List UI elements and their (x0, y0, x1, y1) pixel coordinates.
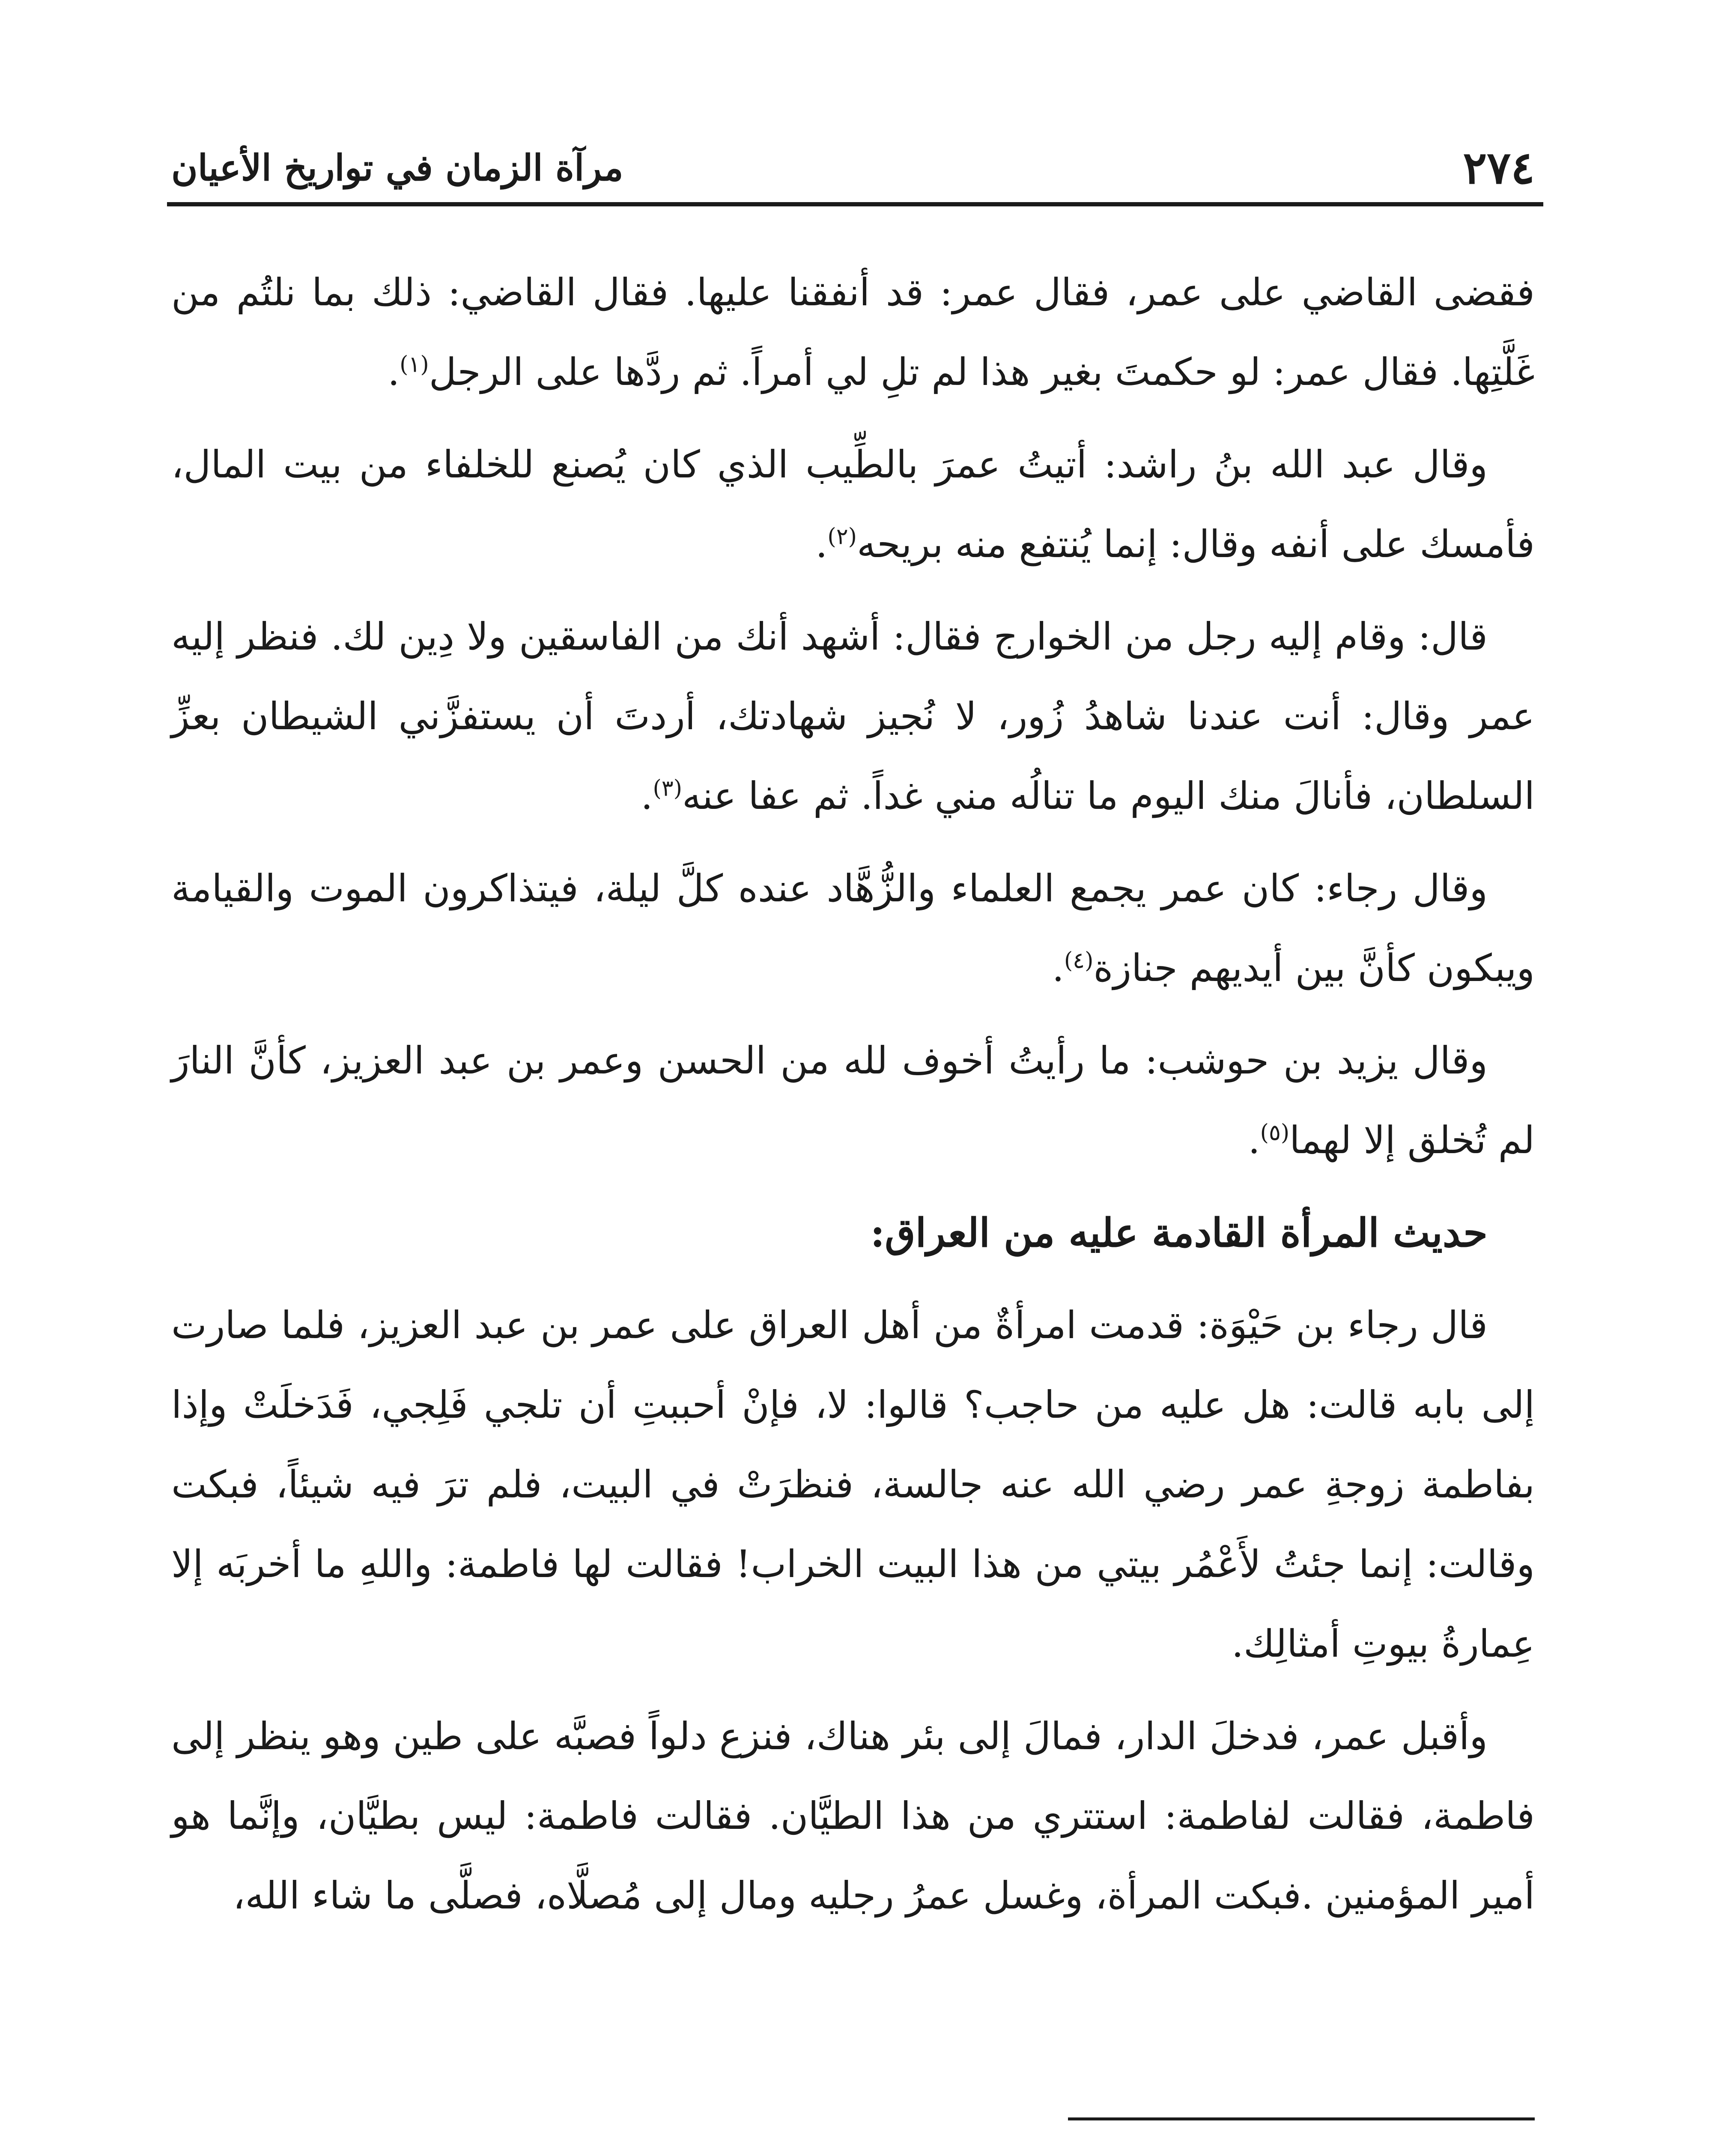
body-text (171, 253, 1535, 1948)
paragraph: وقال يزيد بن حوشب: ما رأيتُ أخوف لله من الحسن وعمر بن عبد العزيز، كأنَّ النارَ لم تُخلق إلا لهما$^{(٥)}$. (171, 1038, 1535, 1162)
paragraph: وأقبل عمر، فدخلَ الدار، فمالَ إلى بئر هناك، فنزع دلواً فصبَّه على طين وهو ينظر إلى فاطمة، فقالت لفاطمة: استتري من هذا الطيَّان. فقالت فاطمة: ليس بطيَّان، وإنَّما هو أمير المؤمنين .فبكت المرأة، وغسل عمرُ رجليه ومال إلى مُصلَّاه، فصلَّى ما شاء الله، (171, 1714, 1535, 1917)
running-title: مرآة الزمان في تواريخ الأعيان (171, 146, 623, 189)
paragraph-text: وقال رجاء: كان عمر يجمع العلماء والزُّهَّاد عنده كلَّ ليلة، فيتذاكرون الموت والقيامة ويبكون كأنَّ بين أيديهم جنازة (171, 866, 1535, 990)
footnote-rule (1068, 2117, 1535, 2120)
paragraph-text: قال: وقام إليه رجل من الخوارج فقال: أشهد أنك من الفاسقين ولا دِين لك. فنظر إليه عمر وقال: أنت عندنا شاهدُ زُور، لا نُجيز شهادتك، أردتَ أن يستفزَّني الشيطان بعزِّ السلطان، فأنالَ منك اليوم ما تنالُه مني غداً. ثم عفا عنه (171, 614, 1535, 818)
paragraph: قال رجاء بن حَيْوَة: قدمت امرأةٌ من أهل العراق على عمر بن عبد العزيز، فلما صارت إلى بابه قالت: هل عليه من حاجب؟ قالوا: لا، فإنْ أحببتِ أن تلجي فَلِجي، فَدَخلَتْ وإذا بفاطمة زوجةِ عمر رضي الله عنه جالسة، فنظرَتْ في البيت، فلم ترَ فيه شيئاً، فبكت وقالت: إنما جئتُ لأَعْمُر بيتي من هذا البيت الخراب! فقالت لها فاطمة: واللهِ ما أخربَه إلا عِمارةُ بيوتِ أمثالِك. (171, 1303, 1535, 1666)
footnote-ref: (١) (400, 352, 429, 378)
footnote-ref: (٢) (827, 524, 857, 550)
footnote-ref: (٣) (653, 775, 682, 802)
footnote-ref: (٥) (1260, 1120, 1290, 1146)
page-header (171, 141, 1535, 201)
paragraph-text: وقال عبد الله بنُ راشد: أتيتُ عمرَ بالطِّيب الذي كان يُصنع للخلفاء من بيت المال، فأمسك على أنفه وقال: إنما يُنتفع منه بريحه (171, 442, 1535, 566)
paragraph: وقال عبد الله بنُ راشد: أتيتُ عمرَ بالطِّيب الذي كان يُصنع للخلفاء من بيت المال، فأمسك على أنفه وقال: إنما يُنتفع منه بريحه$^{(٢)}$. (171, 442, 1535, 566)
paragraph-text: فقضى القاضي على عمر، فقال عمر: قد أنفقنا عليها. فقال القاضي: ذلك بما نلتُم من غَلَّتِها. فقال عمر: لو حكمتَ بغير هذا لم تلِ لي أمراً. ثم ردَّها على الرجل (171, 270, 1535, 394)
paragraph: وقال رجاء: كان عمر يجمع العلماء والزُّهَّاد عنده كلَّ ليلة، فيتذاكرون الموت والقيامة ويبكون كأنَّ بين أيديهم جنازة$^{(٤)}$. (171, 866, 1535, 990)
header-rule (167, 202, 1543, 206)
paragraph: قال: وقام إليه رجل من الخوارج فقال: أشهد أنك من الفاسقين ولا دِين لك. فنظر إليه عمر وقال: أنت عندنا شاهدُ زُور، لا نُجيز شهادتك، أردتَ أن يستفزَّني الشيطان بعزِّ السلطان، فأنالَ منك اليوم ما تنالُه مني غداً. ثم عفا عنه$^{(٣)}$. (171, 614, 1535, 818)
page-number: ٢٧٤ (1463, 141, 1535, 194)
section-heading: حديث المرأة القادمة عليه من العراق: (870, 1210, 1488, 1256)
paragraph-text: وقال يزيد بن حوشب: ما رأيتُ أخوف لله من الحسن وعمر بن عبد العزيز، كأنَّ النارَ لم تُخلق إلا لهما (171, 1038, 1535, 1162)
paragraph: فقضى القاضي على عمر، فقال عمر: قد أنفقنا عليها. فقال القاضي: ذلك بما نلتُم من غَلَّتِها. فقال عمر: لو حكمتَ بغير هذا لم تلِ لي أمراً. ثم ردَّها على الرجل$^{(١)}$. (171, 270, 1535, 394)
footnote-ref: (٤) (1064, 948, 1094, 974)
